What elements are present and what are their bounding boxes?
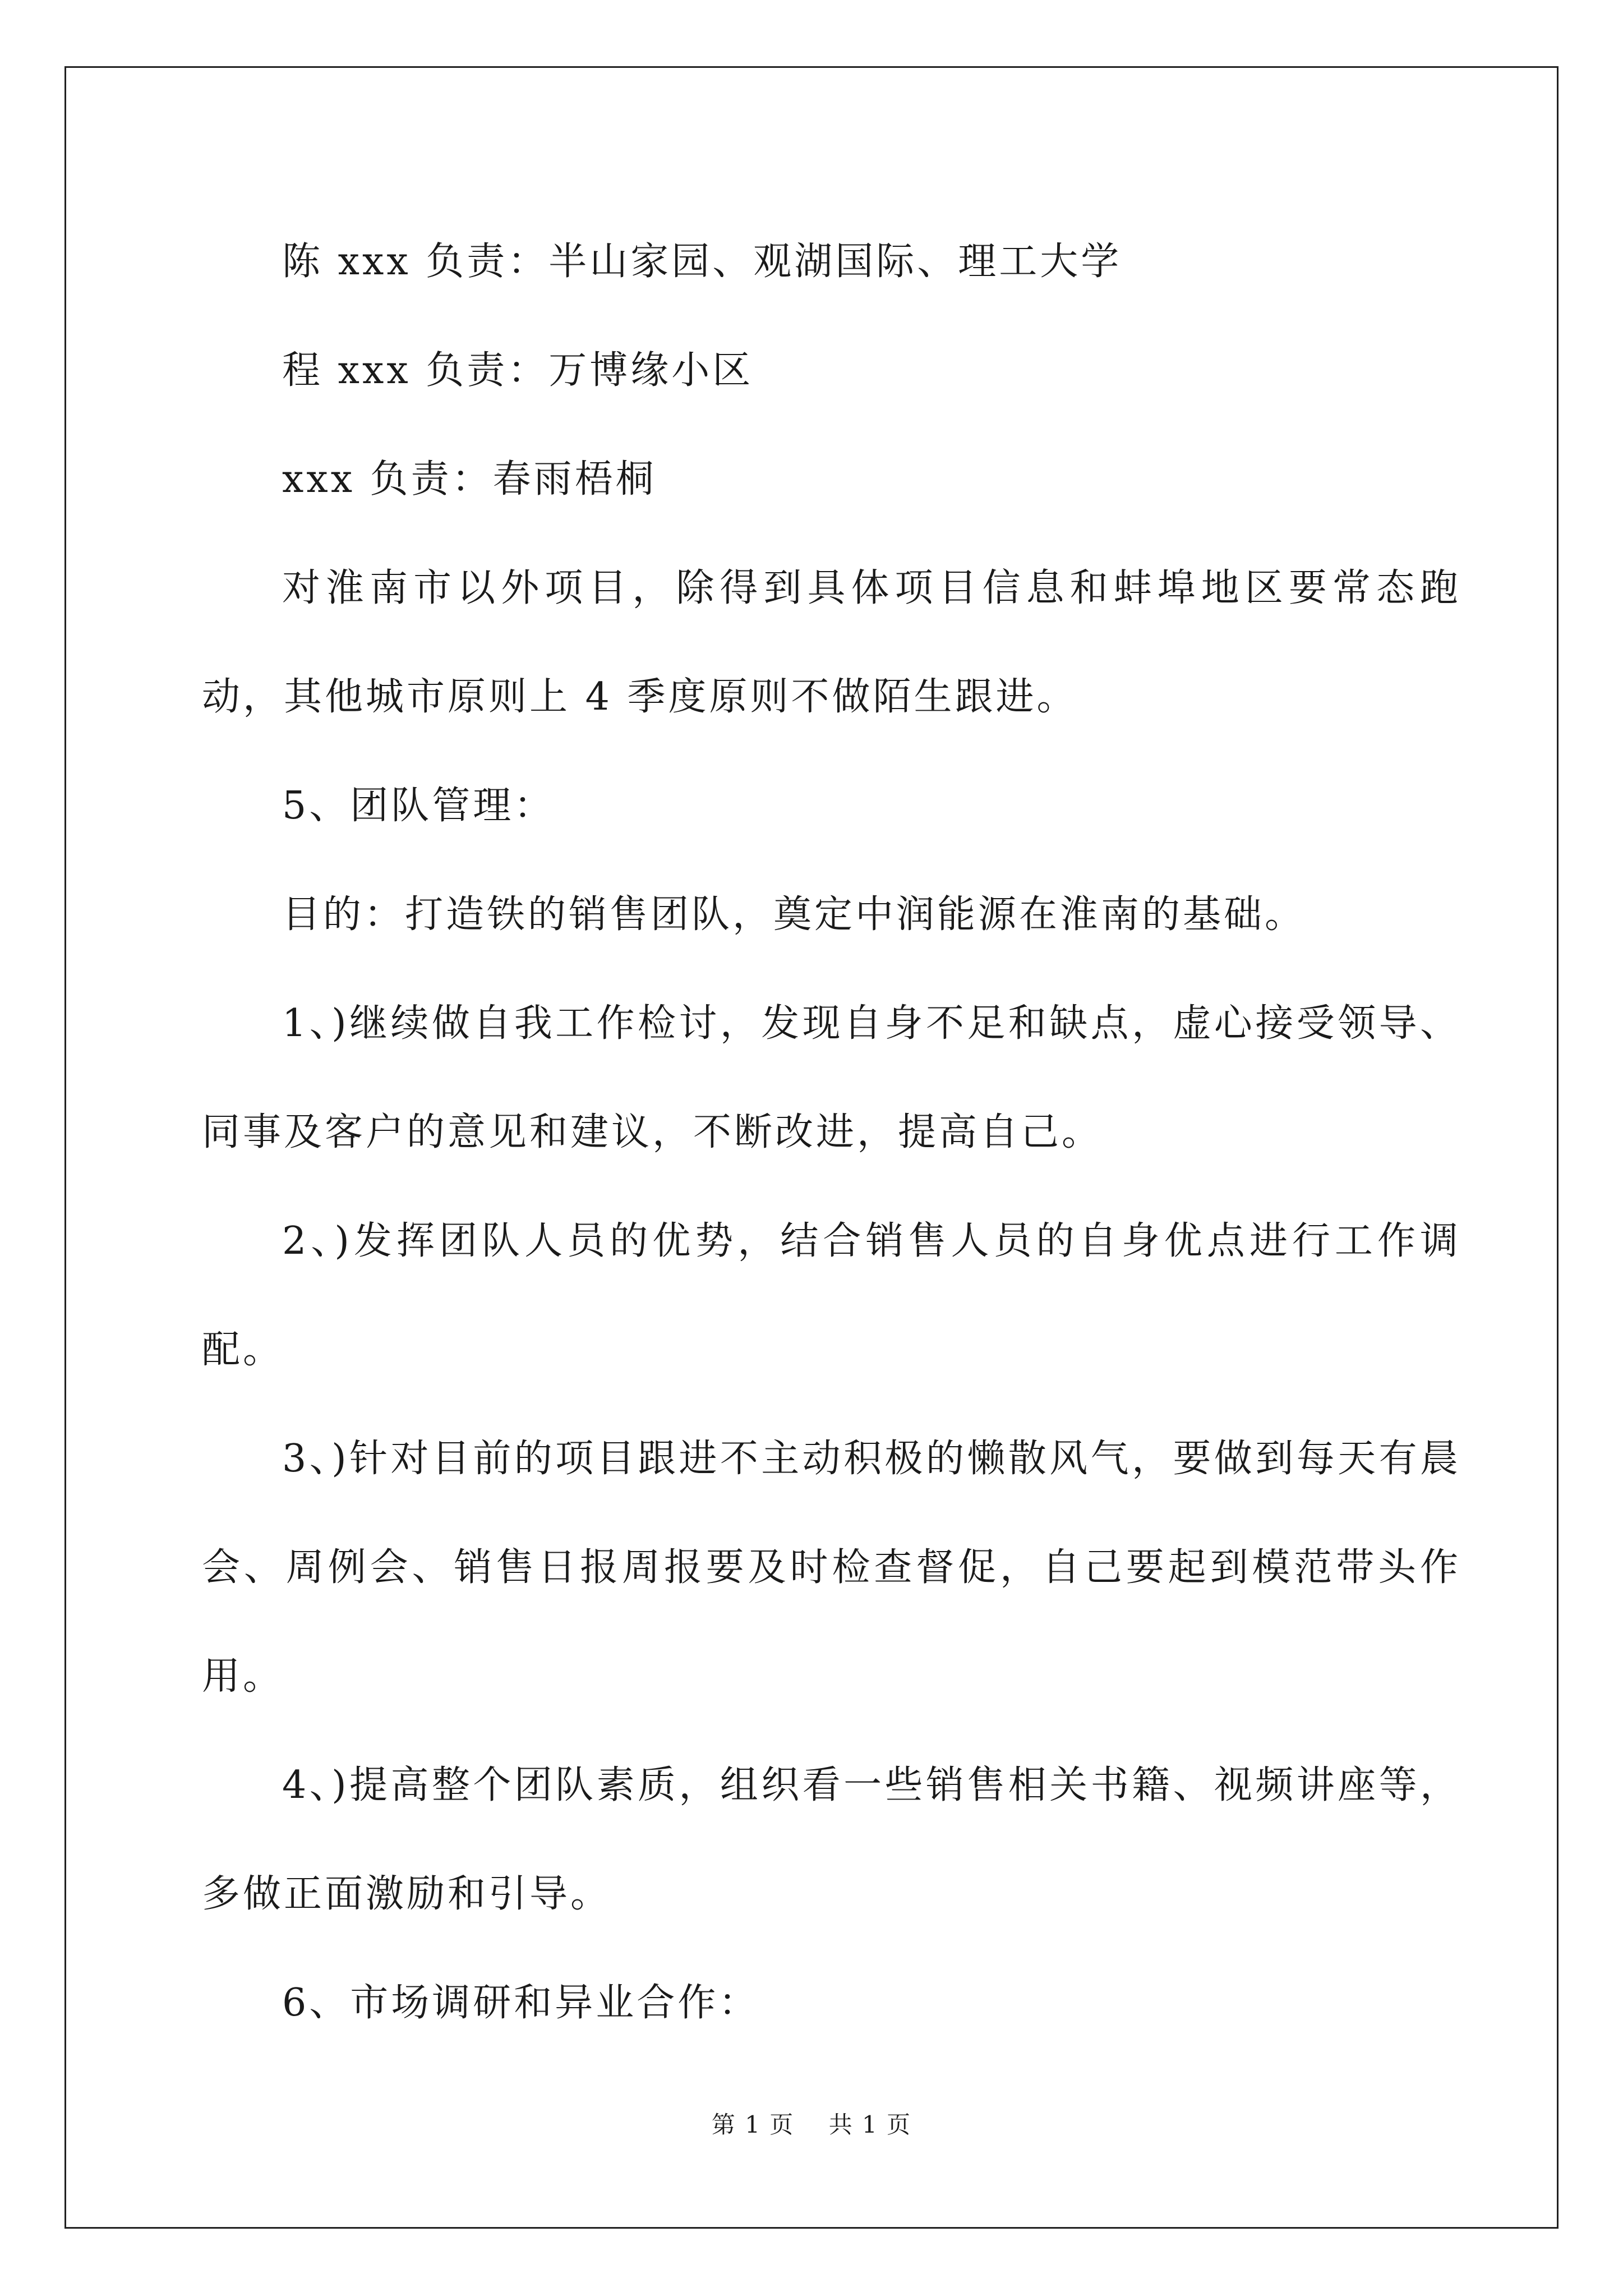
section-heading: 6、市场调研和异业合作：	[282, 1981, 760, 2025]
page-number: 第 1 页 共 1 页	[711, 2111, 912, 2138]
paragraph: 程 xxx 负责：万博缘小区	[282, 348, 754, 393]
list-item: 1、)继续做自我工作检讨，发现自身不足和缺点，虚心接受领导、同事及客户的意见和建议，不断改进，提高自己。	[202, 1001, 1461, 1154]
paragraph: xxx 负责：春雨梧桐	[282, 457, 657, 501]
paragraph: 陈 xxx 负责：半山家园、观湖国际、理工大学	[282, 240, 1122, 284]
paragraph: 对淮南市以外项目，除得到具体项目信息和蚌埠地区要常态跑动，其他城市原则上 4 季度原则不做陌生跟进。	[202, 566, 1461, 719]
section-heading: 5、团队管理：	[282, 784, 555, 828]
list-item: 4、)提高整个团队素质，组织看一些销售相关书籍、视频讲座等，多做正面激励和引导。	[202, 1763, 1461, 1916]
list-item: 2、)发挥团队人员的优势，结合销售人员的自身优点进行工作调配。	[202, 1219, 1461, 1372]
paragraph: 目的：打造铁的销售团队，奠定中润能源在淮南的基础。	[282, 892, 1306, 937]
list-item: 3、)针对目前的项目跟进不主动积极的懒散风气，要做到每天有晨会、周例会、销售日报周报要及时检查督促，自己要起到模范带头作用。	[202, 1437, 1461, 1699]
document-body	[202, 208, 1461, 2058]
